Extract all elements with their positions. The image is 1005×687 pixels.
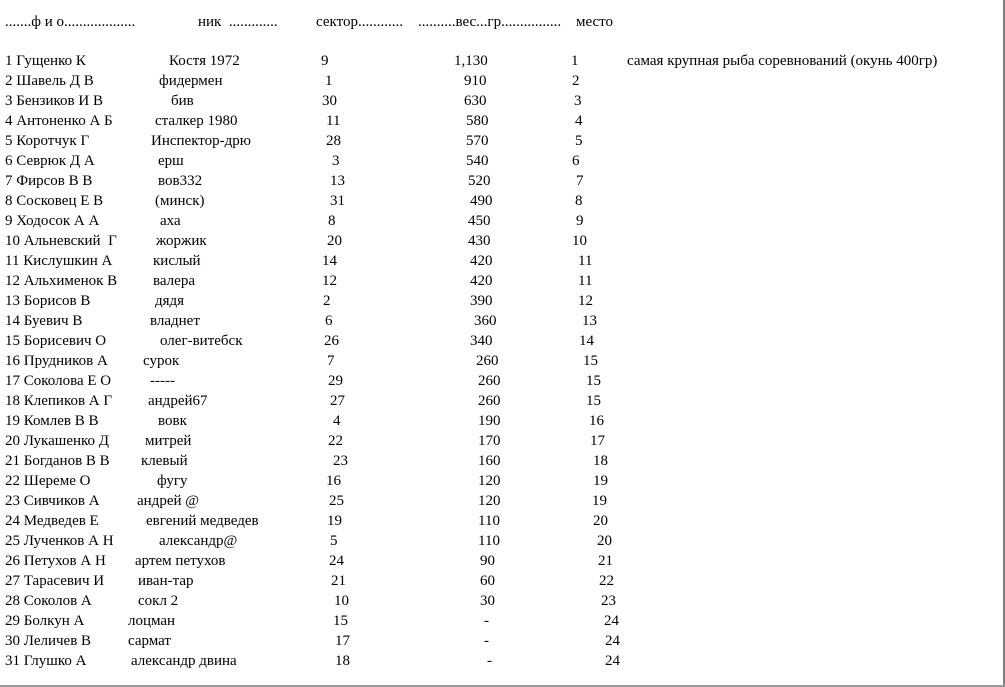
catch-weight: - — [484, 613, 489, 629]
final-place: 22 — [599, 573, 614, 589]
catch-weight: 30 — [480, 593, 495, 609]
participant-name: 1 Гущенко К — [5, 53, 86, 69]
sector-number: 24 — [329, 553, 344, 569]
sector-number: 19 — [327, 513, 342, 529]
final-place: 4 — [575, 113, 583, 129]
participant-name: 2 Шавель Д В — [5, 73, 94, 89]
sector-number: 16 — [326, 473, 341, 489]
catch-weight: 580 — [466, 113, 489, 129]
participant-name: 10 Альневский Г — [5, 233, 117, 249]
catch-weight: 490 — [470, 193, 493, 209]
final-place: 11 — [578, 253, 593, 269]
participant-nick: лоцман — [128, 613, 176, 629]
participant-nick: ерш — [158, 153, 184, 169]
participant-name: 18 Клепиков А Г — [5, 393, 113, 409]
catch-weight: 570 — [466, 133, 489, 149]
participant-nick: фидермен — [159, 73, 223, 89]
final-place: 20 — [597, 533, 612, 549]
sector-number: 15 — [333, 613, 348, 629]
participant-name: 31 Глушко А — [5, 653, 87, 669]
final-place: 15 — [583, 353, 598, 369]
final-place: 13 — [582, 313, 597, 329]
participant-name: 8 Сосковец Е В — [5, 193, 104, 209]
final-place: 2 — [572, 73, 580, 89]
catch-weight: 430 — [468, 233, 491, 249]
participant-name: 24 Медведев Е — [5, 513, 99, 529]
participant-nick: жоржик — [156, 233, 207, 249]
sector-number: 7 — [327, 353, 335, 369]
sector-number: 12 — [322, 273, 337, 289]
participant-nick: вов332 — [158, 173, 203, 189]
header-nick: ник ............. — [198, 14, 278, 30]
catch-weight: 450 — [468, 213, 491, 229]
participant-nick: валера — [153, 273, 195, 289]
participant-nick: андрей @ — [137, 493, 200, 509]
catch-weight: 260 — [478, 393, 501, 409]
final-place: 3 — [574, 93, 582, 109]
catch-weight: 260 — [476, 353, 499, 369]
sector-number: 28 — [326, 133, 341, 149]
sector-number: 13 — [330, 173, 345, 189]
participant-nick: владнет — [150, 313, 200, 329]
participant-nick: иван-тар — [138, 573, 194, 589]
final-place: 19 — [593, 473, 608, 489]
catch-weight: 420 — [470, 273, 493, 289]
sector-number: 9 — [321, 53, 329, 69]
participant-name: 9 Ходосок А А — [5, 213, 100, 229]
final-place: 12 — [578, 293, 593, 309]
sector-number: 1 — [325, 73, 333, 89]
sector-number: 10 — [334, 593, 349, 609]
catch-weight: 170 — [478, 433, 501, 449]
final-place: 10 — [572, 233, 587, 249]
participant-nick: митрей — [145, 433, 192, 449]
participant-name: 22 Шереме О — [5, 473, 91, 489]
final-place: 11 — [578, 273, 593, 289]
sector-number: 21 — [331, 573, 346, 589]
catch-weight: - — [484, 633, 489, 649]
participant-nick: александр@ — [159, 533, 238, 549]
participant-name: 15 Борисевич О — [5, 333, 107, 349]
participant-nick: дядя — [155, 293, 185, 309]
participant-nick: фугу — [157, 473, 188, 489]
sector-number: 29 — [328, 373, 343, 389]
final-place: 23 — [601, 593, 616, 609]
participant-name: 5 Коротчук Г — [5, 133, 90, 149]
sector-number: 3 — [332, 153, 340, 169]
final-place: 24 — [604, 613, 619, 629]
participant-name: 21 Богданов В В — [5, 453, 110, 469]
participant-name: 28 Соколов А — [5, 593, 92, 609]
sector-number: 30 — [322, 93, 337, 109]
participant-nick: аха — [160, 213, 181, 229]
catch-weight: 630 — [464, 93, 487, 109]
participant-name: 14 Буевич В — [5, 313, 83, 329]
participant-name: 11 Кислушкин А — [5, 253, 113, 269]
catch-weight: 90 — [480, 553, 495, 569]
participant-nick: (минск) — [155, 193, 205, 209]
participant-nick: артем петухов — [135, 553, 226, 569]
final-place: 7 — [576, 173, 584, 189]
sector-number: 2 — [323, 293, 331, 309]
final-place: 20 — [593, 513, 608, 529]
catch-weight: 60 — [480, 573, 495, 589]
participant-nick: сталкер 1980 — [155, 113, 238, 129]
catch-weight: 110 — [478, 533, 500, 549]
participant-name: 19 Комлев В В — [5, 413, 99, 429]
participant-nick: сармат — [128, 633, 171, 649]
catch-weight: 420 — [470, 253, 493, 269]
participant-name: 13 Борисов В — [5, 293, 91, 309]
sector-number: 17 — [335, 633, 350, 649]
catch-weight: 1,130 — [454, 53, 488, 69]
participant-name: 7 Фирсов В В — [5, 173, 93, 189]
final-place: 9 — [576, 213, 584, 229]
final-place: 17 — [590, 433, 605, 449]
participant-name: 16 Прудников А — [5, 353, 108, 369]
final-place: 14 — [579, 333, 594, 349]
final-place: 8 — [575, 193, 583, 209]
catch-weight: 910 — [464, 73, 487, 89]
final-place: 24 — [605, 633, 620, 649]
participant-nick: сокл 2 — [138, 593, 179, 609]
catch-weight: 390 — [470, 293, 493, 309]
sector-number: 8 — [328, 213, 336, 229]
final-place: 6 — [572, 153, 580, 169]
final-place: 18 — [593, 453, 608, 469]
sector-number: 18 — [335, 653, 350, 669]
participant-nick: андрей67 — [148, 393, 208, 409]
participant-name: 17 Соколова Е О — [5, 373, 112, 389]
sector-number: 22 — [328, 433, 343, 449]
catch-weight: 110 — [478, 513, 500, 529]
participant-name: 4 Антоненко А Б — [5, 113, 113, 129]
participant-nick: александр двина — [131, 653, 237, 669]
participant-name: 12 Альхименок В — [5, 273, 118, 289]
sector-number: 6 — [325, 313, 333, 329]
catch-weight: 260 — [478, 373, 501, 389]
catch-weight: - — [487, 653, 492, 669]
participant-nick: ----- — [150, 373, 175, 389]
final-place: 19 — [592, 493, 607, 509]
participant-nick: Инспектор-дрю — [151, 133, 251, 149]
final-place: 16 — [589, 413, 604, 429]
participant-name: 20 Лукашенко Д — [5, 433, 110, 449]
participant-name: 23 Сивчиков А — [5, 493, 100, 509]
header-sector: сектор............ — [316, 14, 403, 30]
participant-name: 6 Севрюк Д А — [5, 153, 95, 169]
header-fio: .......ф и о................... — [5, 14, 136, 30]
participant-nick: Костя 1972 — [169, 53, 240, 69]
final-place: 15 — [586, 373, 601, 389]
header-place: место — [576, 14, 614, 30]
final-place: 24 — [605, 653, 620, 669]
biggest-fish-note: самая крупная рыба соревнований (окунь 400гр) — [627, 53, 938, 69]
header-weight: ..........вес...гр................ — [418, 14, 562, 30]
participant-nick: олег-витебск — [160, 333, 243, 349]
sector-number: 14 — [322, 253, 337, 269]
sector-number: 20 — [327, 233, 342, 249]
final-place: 15 — [586, 393, 601, 409]
catch-weight: 340 — [470, 333, 493, 349]
catch-weight: 520 — [468, 173, 491, 189]
participant-nick: сурок — [143, 353, 180, 369]
catch-weight: 160 — [478, 453, 501, 469]
catch-weight: 120 — [478, 473, 501, 489]
participant-name: 25 Лученков А Н — [5, 533, 114, 549]
participant-name: 3 Бензиков И В — [5, 93, 103, 109]
participant-nick: вовк — [158, 413, 187, 429]
participant-name: 27 Тарасевич И — [5, 573, 105, 589]
participant-nick: кислый — [153, 253, 201, 269]
final-place: 21 — [598, 553, 613, 569]
sector-number: 11 — [326, 113, 341, 129]
catch-weight: 360 — [474, 313, 497, 329]
sector-number: 26 — [324, 333, 339, 349]
participant-nick: клевый — [141, 453, 188, 469]
sector-number: 27 — [330, 393, 345, 409]
catch-weight: 190 — [478, 413, 501, 429]
sector-number: 4 — [333, 413, 341, 429]
participant-name: 26 Петухов А Н — [5, 553, 106, 569]
catch-weight: 120 — [478, 493, 501, 509]
catch-weight: 540 — [466, 153, 489, 169]
final-place: 1 — [571, 53, 579, 69]
sector-number: 25 — [329, 493, 344, 509]
final-place: 5 — [575, 133, 583, 149]
sector-number: 5 — [330, 533, 338, 549]
sector-number: 31 — [330, 193, 345, 209]
participant-name: 29 Болкун А — [5, 613, 85, 629]
sector-number: 23 — [333, 453, 348, 469]
participant-name: 30 Леличев В — [5, 633, 92, 649]
participant-nick: бив — [171, 93, 194, 109]
participant-nick: евгений медведев — [146, 513, 259, 529]
